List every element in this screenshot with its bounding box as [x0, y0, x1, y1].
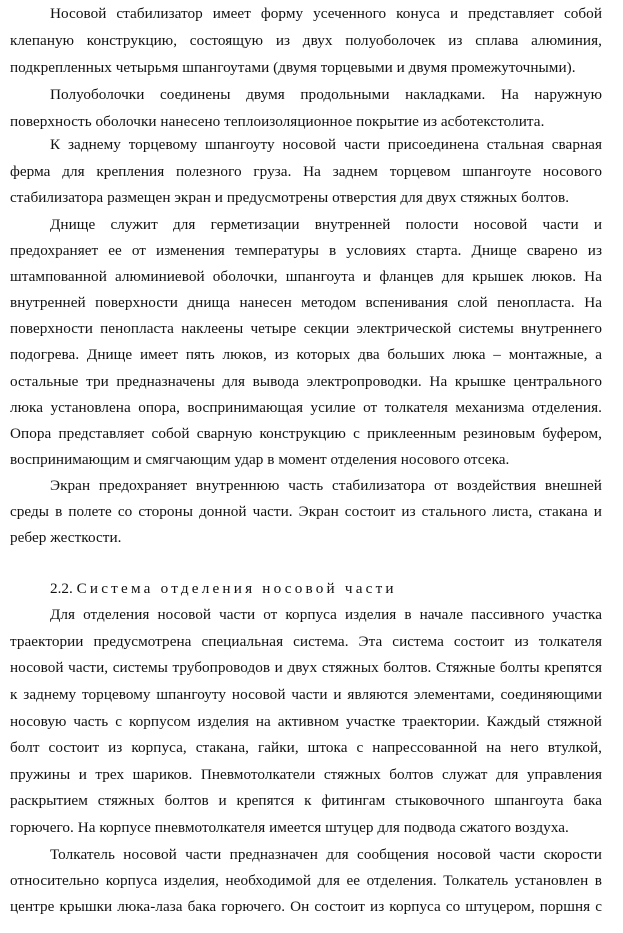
p4-line-9: Опора представляет собой сварную конструкцию с приклеенным резиновым буфером, — [10, 425, 602, 442]
p6-line-4: к заднему торцевому шпангоуту носовой части и являются элементами, соединяющими — [10, 686, 602, 703]
p5-line-1: Экран предохраняет внутреннюю часть стабилизатора от воздействия внешней — [50, 477, 602, 494]
p4-line-8: люка установлена опора, воспринимающая усилие от толкателя механизма отделения. — [10, 399, 602, 416]
section-title: Система отделения носовой части — [76, 580, 397, 597]
p6-line-6: болт состоит из корпуса, стакана, гайки, штока с напрессованной на него втулкой, — [10, 739, 602, 756]
p3-line-1: К заднему торцевому шпангоуту носовой части присоединена стальная сварная — [50, 136, 602, 153]
p2-line-1: Полуоболочки соединены двумя продольными накладками. На наружную — [50, 86, 602, 103]
p6-line-7: пружины и трех шариков. Пневмотолкатели стяжных болтов служат для управления — [10, 766, 602, 783]
p4-line-1: Днище служит для герметизации внутренней полости носовой части и — [50, 216, 602, 233]
p1-line-1: Носовой стабилизатор имеет форму усеченного конуса и представляет собой — [50, 5, 602, 22]
p3-line-3: стабилизатора размещен экран и предусмотрены отверстия для двух стяжных болтов. — [10, 189, 570, 206]
p7-line-2: относительно корпуса изделия, необходимой для ее отделения. Толкатель установлен в — [10, 872, 602, 889]
p4-line-4: внутренней поверхности днища нанесен методом вспенивания слой пенопласта. На — [10, 294, 602, 311]
p4-line-10: воспринимающим и смягчающим удар в момент отделения носового отсека. — [10, 451, 510, 468]
section-number: 2.2. — [50, 580, 73, 597]
p4-line-6: подогрева. Днище имеет пять люков, из которых два больших люка – монтажные, а — [10, 346, 602, 363]
p7-line-1: Толкатель носовой части предназначен для сообщения носовой части скорости — [50, 846, 602, 863]
p5-line-2: среды в полете со стороны донной части. Экран состоит из стального листа, стакана и — [10, 503, 602, 520]
p4-line-5: поверхности пенопласта наклеены четыре секции электрической системы внутреннего — [10, 320, 602, 337]
p4-line-3: штампованной алюминиевой оболочки, шпангоута и фланцев для крышек люков. На — [10, 268, 602, 285]
p6-line-9: горючего. На корпусе пневмотолкателя имеется штуцер для подвода сжатого воздуха. — [10, 819, 569, 836]
p5-line-3: ребер жесткости. — [10, 529, 122, 546]
p2-line-2: поверхность оболочки нанесено теплоизоляционное покрытие из асботекстолита. — [10, 113, 545, 130]
p4-line-2: предохраняет ее от изменения температуры в условиях старта. Днище сварено из — [10, 242, 602, 259]
p6-line-2: траектории предусмотрена специальная система. Эта система состоит из толкателя — [10, 633, 602, 650]
p6-line-3: носовой части, системы трубопроводов и двух стяжных болтов. Стяжные болты крепятся — [10, 659, 602, 676]
section-heading — [50, 580, 397, 598]
p1-line-2: клепаную конструкцию, состоящую из двух полуоболочек из сплава алюминия, — [10, 32, 602, 49]
p6-line-8: раскрытием стяжных болтов и крепятся к фитингам стыковочного шпангоута бака — [10, 792, 602, 809]
p6-line-5: носовую часть с корпусом изделия на активном участке траектории. Каждый стяжной — [10, 713, 602, 730]
p4-line-7: остальные три предназначены для вывода электропроводки. На крышке центрального — [10, 373, 602, 390]
p1-line-3: подкрепленных четырьмя шпангоутами (двумя торцевыми и двумя промежуточными). — [10, 59, 576, 76]
p7-line-3: центре крышки люка-лаза бака горючего. Он состоит из корпуса со штуцером, поршня с — [10, 898, 602, 915]
p6-line-1: Для отделения носовой части от корпуса изделия в начале пассивного участка — [50, 606, 602, 623]
p3-line-2: ферма для крепления полезного груза. На заднем торцевом шпангоуте носового — [10, 163, 602, 180]
